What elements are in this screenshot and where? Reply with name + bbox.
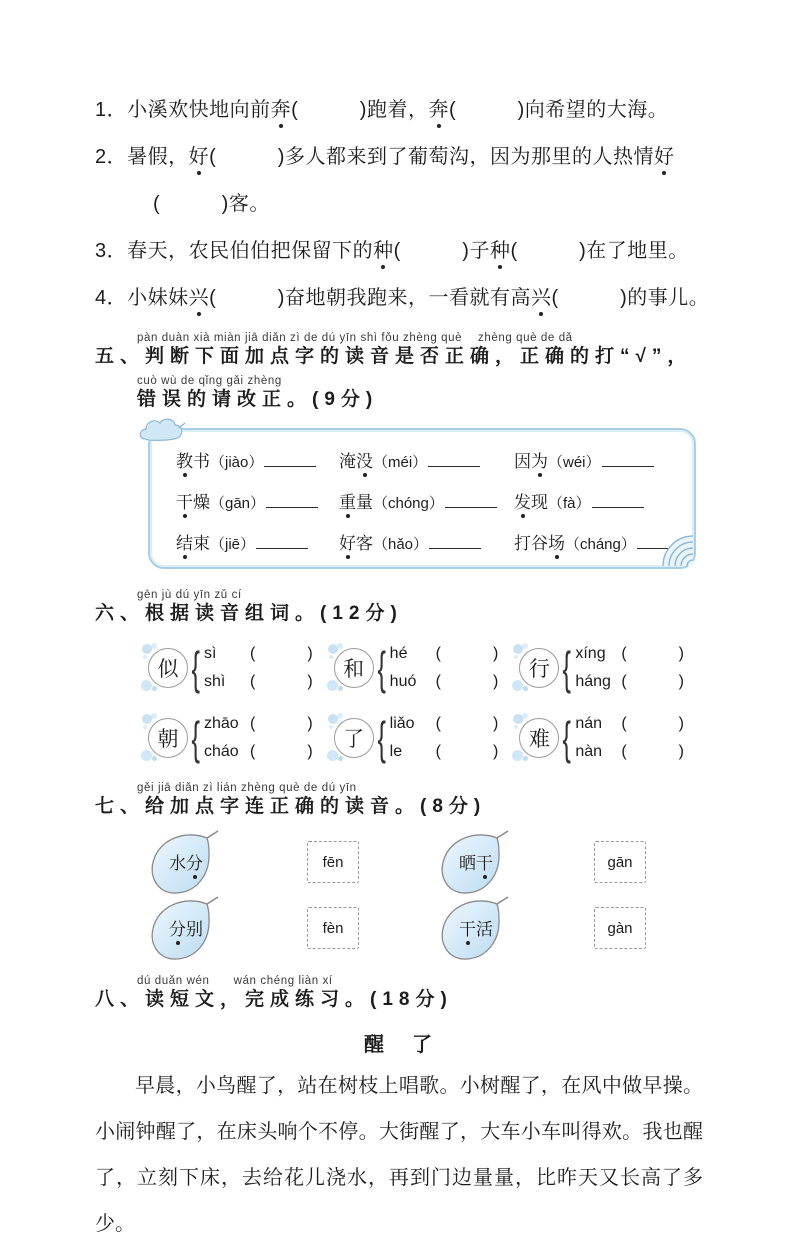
answer-blank — [266, 492, 318, 508]
sentence-text: ( )奋地朝我跑来，一看就有高 — [209, 287, 531, 309]
character-circle — [519, 718, 559, 758]
pinyin-text: （chóng） — [373, 495, 444, 512]
character: 难 — [528, 728, 550, 751]
answer-blank — [428, 451, 480, 467]
pinyin-text: le — [389, 743, 403, 760]
dotted-char: 奔 — [428, 99, 449, 121]
dotted-char: 好 — [188, 146, 210, 168]
dotted-char: 结 — [176, 529, 193, 554]
pinyin-text: liǎo — [389, 715, 415, 732]
word-text: 现 — [531, 493, 548, 512]
answer-blank — [592, 492, 644, 508]
sentence-text: ( )跑着， — [291, 99, 429, 121]
character-circle — [334, 718, 374, 758]
word-text: 晒 — [459, 854, 476, 873]
answer-blank — [256, 533, 308, 549]
fill-item-4 — [95, 285, 710, 311]
word-group — [334, 710, 520, 766]
word-text: 因 — [514, 452, 531, 471]
sentence-text: ( )客。 — [153, 193, 270, 215]
section6-header — [95, 589, 705, 626]
pinyin-option-box — [594, 907, 646, 949]
sentence-text: ( )的事儿。 — [551, 287, 710, 309]
sentence-text: ( )子 — [393, 240, 490, 262]
word-entry — [176, 488, 339, 513]
word-group — [519, 710, 705, 766]
word-text: 量 — [356, 493, 373, 512]
sentence-text: 1．小溪欢快地向前 — [95, 99, 271, 121]
answer-blank: ( ) — [435, 743, 500, 760]
word-entry — [339, 447, 514, 472]
dotted-char: 干 — [476, 849, 493, 874]
section5-pinyin-1: pàn duàn xià miàn jiā diǎn zì de dú yīn shì fǒu zhèng què zhèng què de dǎ — [137, 332, 573, 344]
pinyin-option-line — [204, 643, 314, 665]
pinyin-text: gān — [607, 853, 633, 871]
pinyin-option-line — [575, 713, 685, 735]
passage-text: 早晨，小鸟醒了，站在树枝上唱歌。小树醒了，在风中做早操。小闹钟醒了，在床头响个不停。大街醒了，大车小车叫得欢。我也醒了，立刻下床，去给花儿浇水，再到门边量量，比昨天又长高了多少。 — [95, 1075, 703, 1235]
pinyin-text: zhāo — [204, 715, 239, 732]
pinyin-option-box — [307, 907, 359, 949]
answer-blank: ( ) — [250, 645, 314, 662]
brace-icon — [559, 710, 573, 766]
sentence-text: ( )在了地里。 — [510, 240, 689, 262]
word-entry — [514, 447, 676, 472]
word-entry — [514, 529, 676, 554]
passage-title: 醒 了 — [364, 1034, 436, 1056]
brace-icon — [188, 640, 202, 696]
leaf-word — [435, 829, 517, 895]
dotted-char: 种 — [373, 240, 394, 262]
dotted-char: 好 — [653, 146, 675, 168]
sentence-text: 2．暑假， — [95, 146, 189, 168]
sentence-text: ( )多人都来到了葡萄沟，因为那里的人热情 — [209, 146, 654, 168]
pinyin-option-line — [390, 713, 500, 735]
leaf-word — [145, 829, 227, 895]
character: 似 — [157, 658, 179, 681]
pinyin-option-line — [575, 671, 685, 693]
section7-header — [95, 782, 705, 819]
dotted-char: 为 — [531, 447, 548, 472]
pinyin-option-line — [575, 741, 685, 763]
brace-icon — [374, 710, 388, 766]
matching-row — [145, 829, 705, 895]
pinyin-text: fēn — [322, 853, 344, 871]
dotted-char: 好 — [339, 529, 356, 554]
answer-blank — [264, 451, 316, 467]
word-text: 打谷 — [514, 534, 548, 553]
answer-blank: ( ) — [250, 715, 314, 732]
sentence-text: 3．春天，农民伯伯把保留下的 — [95, 240, 374, 262]
pinyin-option-line — [204, 713, 314, 735]
word-text: 燥 — [193, 493, 210, 512]
word-text: 束 — [193, 534, 210, 553]
pinyin-text: （wéi） — [548, 454, 601, 471]
character-circle — [148, 648, 188, 688]
leaf-word — [145, 895, 227, 961]
fill-item-3 — [95, 238, 705, 264]
answer-blank — [429, 533, 481, 549]
word-group — [334, 640, 520, 696]
brace-icon — [374, 640, 388, 696]
section8-pinyin: dú duǎn wén wán chéng liàn xí — [137, 975, 333, 987]
section5-title-1: 五、判断下面加点字的读音是否正确，正确的打“√”， — [95, 346, 693, 367]
section6-pinyin: gēn jù dú yīn zǔ cí — [137, 589, 242, 601]
word-group — [148, 710, 334, 766]
character: 了 — [343, 728, 365, 751]
pinyin-text: háng — [575, 673, 611, 690]
leaf-word — [435, 895, 517, 961]
pinyin-option-line — [390, 643, 500, 665]
section6-title: 六、根据读音组词。(12分) — [95, 603, 403, 624]
pinyin-text: hé — [389, 645, 408, 662]
pinyin-text: xíng — [575, 645, 606, 662]
pinyin-text: （cháng） — [565, 536, 636, 553]
word-text: 别 — [186, 920, 203, 939]
fill-item-2-continuation — [153, 191, 705, 217]
dotted-char: 场 — [548, 529, 565, 554]
exercise-box — [148, 428, 696, 569]
word-entry — [176, 447, 339, 472]
word-entry — [514, 488, 676, 513]
pinyin-text: nán — [575, 715, 603, 732]
section5-header — [95, 332, 705, 412]
dotted-char: 种 — [489, 240, 511, 262]
pinyin-text: nàn — [575, 743, 603, 760]
answer-blank: ( ) — [621, 743, 686, 760]
pinyin-option-box — [307, 841, 359, 883]
word-group-row — [148, 640, 705, 696]
pinyin-text: fèn — [322, 919, 344, 937]
section7-title: 七、给加点字连正确的读音。(8分) — [95, 796, 487, 817]
answer-blank — [602, 451, 654, 467]
word-group — [519, 640, 705, 696]
worksheet-page — [95, 97, 710, 1247]
word-group-row — [148, 710, 705, 766]
dotted-char: 干 — [459, 915, 476, 940]
pinyin-text: （jiē） — [210, 536, 256, 553]
answer-blank: ( ) — [621, 645, 686, 662]
shell-icon — [653, 532, 693, 566]
word-text: 活 — [476, 920, 493, 939]
answer-blank: ( ) — [435, 673, 500, 690]
dotted-char: 教 — [176, 447, 193, 472]
pinyin-text: （gān） — [210, 495, 266, 512]
pinyin-option-line — [390, 671, 500, 693]
pinyin-text: shì — [204, 673, 226, 690]
dotted-char: 兴 — [188, 287, 210, 309]
pinyin-text: gàn — [607, 919, 633, 937]
sentence-text: ( )向希望的大海。 — [448, 99, 669, 121]
answer-blank: ( ) — [435, 715, 500, 732]
word-text: 淹 — [339, 452, 356, 471]
character: 行 — [528, 658, 550, 681]
answer-blank: ( ) — [250, 743, 314, 760]
dotted-char: 兴 — [530, 287, 552, 309]
answer-blank — [445, 492, 497, 508]
word-text: 水 — [169, 854, 186, 873]
pinyin-text: （méi） — [373, 454, 428, 471]
pinyin-text: cháo — [204, 743, 239, 760]
pinyin-text: （hǎo） — [373, 536, 429, 553]
word-group — [148, 640, 334, 696]
character: 和 — [343, 658, 365, 681]
pinyin-option-line — [575, 643, 685, 665]
dotted-char: 分 — [186, 849, 203, 874]
answer-blank: ( ) — [621, 673, 686, 690]
pinyin-option-line — [390, 741, 500, 763]
pinyin-option-box — [594, 841, 646, 883]
pinyin-text: （fà） — [548, 495, 591, 512]
pinyin-text: sì — [204, 645, 217, 662]
dotted-char: 奔 — [270, 99, 292, 121]
character-circle — [148, 718, 188, 758]
brace-icon — [559, 640, 573, 696]
word-entry — [176, 529, 339, 554]
word-entry — [339, 488, 514, 513]
answer-blank: ( ) — [250, 673, 314, 690]
fill-item-1 — [95, 97, 705, 123]
pinyin-option-line — [204, 741, 314, 763]
dotted-char: 没 — [356, 447, 373, 472]
brace-icon — [188, 710, 202, 766]
pinyin-option-line — [204, 671, 314, 693]
dotted-char: 分 — [169, 915, 186, 940]
cloud-icon — [138, 416, 186, 444]
pinyin-text: huó — [389, 673, 417, 690]
word-entry — [339, 529, 514, 554]
pronunciation-grid — [176, 447, 676, 554]
pinyin-text: （jiào） — [210, 454, 264, 471]
character: 朝 — [157, 728, 179, 751]
word-text: 书 — [193, 452, 210, 471]
dotted-char: 重 — [339, 488, 356, 513]
answer-blank: ( ) — [435, 645, 500, 662]
dotted-char: 发 — [514, 488, 531, 513]
section8-header — [95, 975, 705, 1012]
character-circle — [519, 648, 559, 688]
word-text: 客 — [356, 534, 373, 553]
sentence-text: 4．小妹妹 — [95, 287, 189, 309]
character-circle — [334, 648, 374, 688]
section5-pinyin-2: cuò wù de qǐng gǎi zhèng — [137, 375, 282, 387]
section5-title-2: 错误的请改正。(9分) — [137, 389, 379, 410]
section7-pinyin: gěi jiā diǎn zì lián zhèng què de dú yīn — [137, 782, 357, 794]
answer-blank: ( ) — [621, 715, 686, 732]
section8-title: 八、读短文，完成练习。(18分) — [95, 989, 453, 1010]
matching-row — [145, 895, 705, 961]
fill-item-2 — [95, 144, 705, 170]
dotted-char: 干 — [176, 488, 193, 513]
